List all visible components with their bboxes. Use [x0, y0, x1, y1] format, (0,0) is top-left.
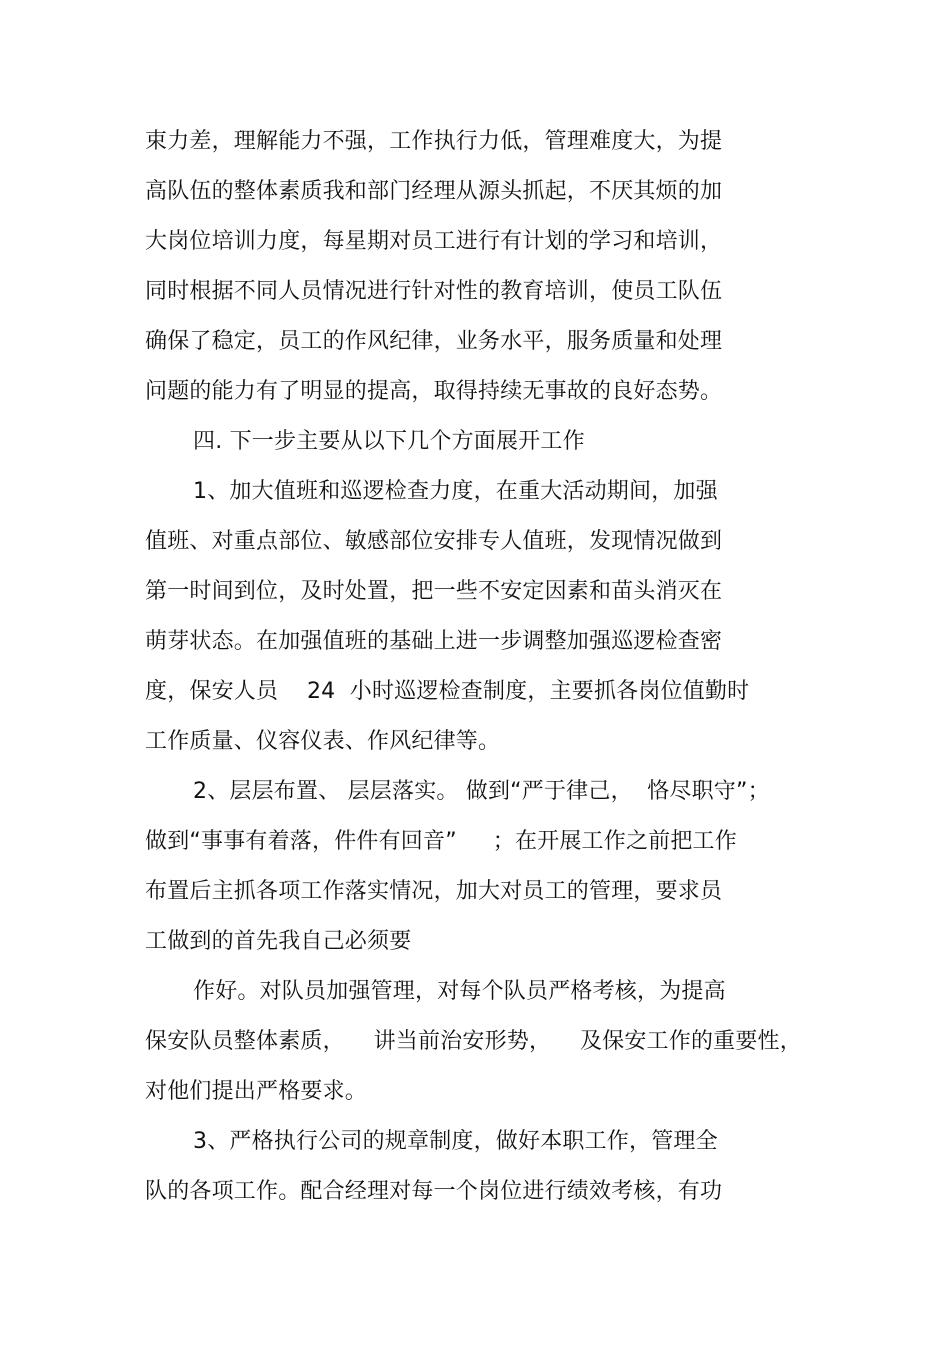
text-line: 第一时间到位，及时处置，把一些不安定因素和苗头消灭在: [145, 579, 723, 604]
text-line: 萌芽状态。在加强值班的基础上进一步调整加强巡逻检查密: [145, 629, 723, 654]
text-line: 对他们提出严格要求。: [145, 1079, 368, 1104]
text-line: 2、层层布置、 层层落实。 做到“严于律己， 恪尽职守”；: [193, 779, 770, 804]
text-line: 做到“事事有着落，件件有回音” ；在开展工作之前把工作: [145, 829, 737, 854]
text-line: 工做到的首先我自己必须要: [145, 929, 412, 954]
text-line: 束力差，理解能力不强，工作执行力低，管理难度大，为提: [145, 129, 723, 154]
text-line: 度，保安人员 24 小时巡逻检查制度，主要抓各岗位值勤时: [145, 679, 750, 704]
text-line: 保安队员整体素质， 讲当前治安形势， 及保安工作的重要性，: [145, 1029, 802, 1054]
text-line: 作好。对队员加强管理，对每个队员严格考核，为提高: [193, 979, 726, 1004]
text-line: 工作质量、仪容仪表、作风纪律等。: [145, 729, 501, 754]
text-line: 大岗位培训力度，每星期对员工进行有计划的学习和培训，: [145, 229, 723, 254]
text-line: 3、严格执行公司的规章制度，做好本职工作，管理全: [193, 1129, 718, 1154]
text-line: 队的各项工作。配合经理对每一个岗位进行绩效考核，有功: [145, 1179, 723, 1204]
text-line: 1、加大值班和巡逻检查力度，在重大活动期间，加强: [193, 479, 718, 504]
section-heading: 四. 下一步主要从以下几个方面展开工作: [193, 429, 585, 454]
text-line: 同时根据不同人员情况进行针对性的教育培训，使员工队伍: [145, 279, 723, 304]
text-line: 布置后主抓各项工作落实情况，加大对员工的管理，要求员: [145, 879, 723, 904]
text-line: 值班、对重点部位、敏感部位安排专人值班，发现情况做到: [145, 529, 723, 554]
text-line: 高队伍的整体素质我和部门经理从源头抓起，不厌其烦的加: [145, 179, 723, 204]
text-line: 问题的能力有了明显的提高，取得持续无事故的良好态势。: [145, 379, 723, 404]
text-line: 确保了稳定，员工的作风纪律，业务水平，服务质量和处理: [145, 329, 723, 354]
